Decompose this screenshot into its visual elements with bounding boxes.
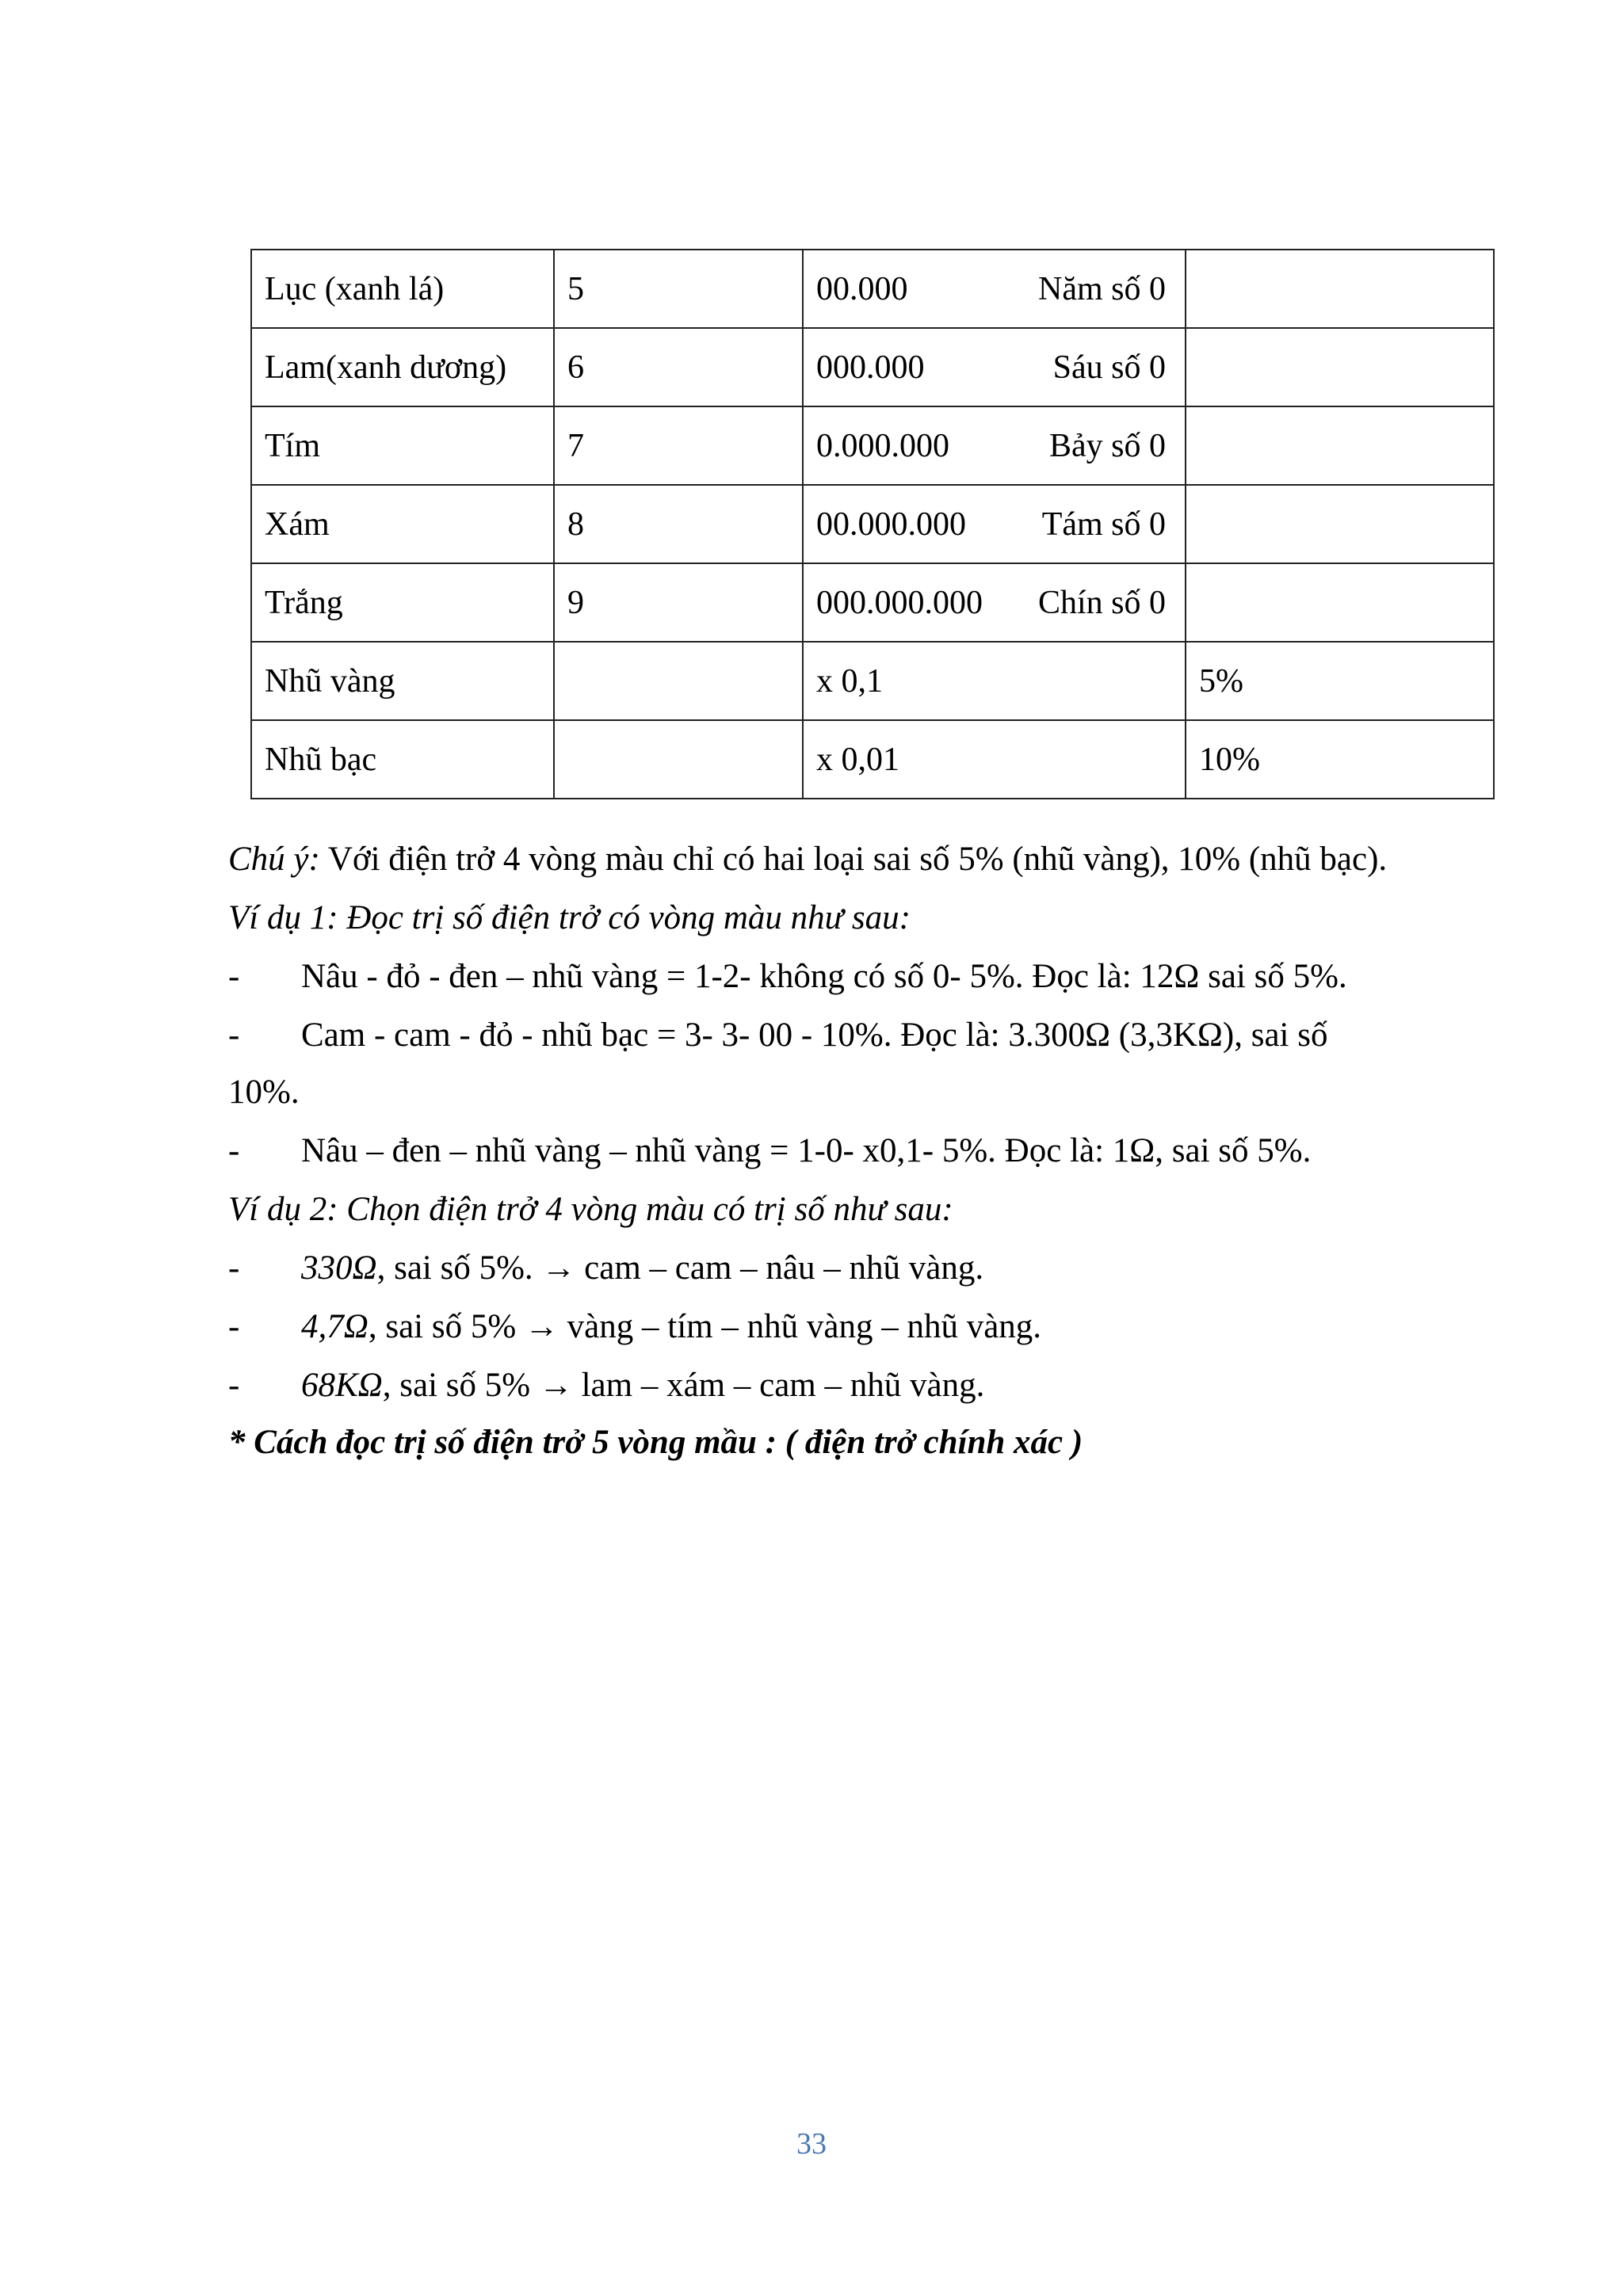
multiplier-value: 00.000 [816, 270, 908, 307]
digit-cell [554, 720, 803, 799]
color-name-cell: Trắng [251, 563, 554, 642]
multiplier-value: x 0,1 [816, 662, 883, 700]
bullet: - [228, 1016, 240, 1054]
bullet: - [228, 1308, 240, 1345]
color-name-cell: Lam(xanh dương) [251, 328, 554, 406]
example2-item: 4,7Ω, sai số 5% → vàng – tím – nhũ vàng – nhũ vàng. [301, 1308, 1042, 1345]
note-label: Chú ý: [228, 841, 320, 878]
digit-cell: 7 [554, 406, 803, 485]
section-heading: * Cách đọc trị số điện trở 5 vòng mầu : ( điện trở chính xác ) [228, 1424, 1083, 1461]
color-name-cell: Xám [251, 485, 554, 563]
resistor-color-table [250, 249, 1495, 799]
bullet: - [228, 1367, 240, 1404]
table-row [251, 328, 1494, 406]
note-text: Với điện trở 4 vòng màu chỉ có hai loại sai số 5% (nhũ vàng), 10% (nhũ bạc). [319, 841, 1388, 878]
bullet: - [228, 958, 240, 995]
note-paragraph [228, 840, 1387, 879]
tolerance-cell [1186, 563, 1494, 642]
table-row [251, 406, 1494, 485]
multiplier-value: x 0,01 [816, 741, 899, 778]
multiplier-note: Tám số 0 [1041, 505, 1166, 543]
tolerance-cell [1186, 406, 1494, 485]
table-row [251, 642, 1494, 720]
table-row [251, 485, 1494, 563]
digit-cell: 5 [554, 250, 803, 328]
multiplier-value: 00.000.000 [816, 505, 966, 543]
multiplier-cell [803, 720, 1186, 799]
multiplier-value: 0.000.000 [816, 427, 949, 464]
multiplier-cell [803, 406, 1186, 485]
color-name-cell: Nhũ bạc [251, 720, 554, 799]
example1-item: Nâu – đen – nhũ vàng – nhũ vàng = 1-0- x0,1- 5%. Đọc là: 1Ω, sai số 5%. [301, 1132, 1312, 1169]
table-row [251, 250, 1494, 328]
tolerance-cell: 5% [1186, 642, 1494, 720]
tolerance-cell: 10% [1186, 720, 1494, 799]
example1-heading: Ví dụ 1: Đọc trị số điện trở có vòng màu như sau: [228, 899, 911, 936]
multiplier-note: Chín số 0 [1037, 584, 1166, 621]
multiplier-note: Bảy số 0 [1049, 427, 1166, 464]
multiplier-value: 000.000 [816, 349, 925, 386]
bullet: - [228, 1132, 240, 1169]
color-name-cell: Tím [251, 406, 554, 485]
table-row [251, 563, 1494, 642]
tolerance-cell [1186, 485, 1494, 563]
digit-cell [554, 642, 803, 720]
digit-cell: 6 [554, 328, 803, 406]
example2-item: 330Ω, sai số 5%. → cam – cam – nâu – nhũ vàng. [301, 1249, 984, 1287]
tolerance-cell [1186, 328, 1494, 406]
color-name-cell: Lục (xanh lá) [251, 250, 554, 328]
table-row [251, 720, 1494, 799]
multiplier-cell [803, 642, 1186, 720]
page-number: 33 [796, 2127, 827, 2161]
digit-cell: 8 [554, 485, 803, 563]
digit-cell: 9 [554, 563, 803, 642]
example2-item: 68KΩ, sai số 5% → lam – xám – cam – nhũ vàng. [301, 1367, 985, 1404]
multiplier-note: Năm số 0 [1038, 270, 1166, 307]
multiplier-cell [803, 485, 1186, 563]
multiplier-cell [803, 563, 1186, 642]
multiplier-cell [803, 328, 1186, 406]
example2-heading: Ví dụ 2: Chọn điện trở 4 vòng màu có trị số như sau: [228, 1191, 953, 1228]
multiplier-note: Sáu số 0 [1052, 349, 1166, 386]
example1-item: Nâu - đỏ - đen – nhũ vàng = 1-2- không có số 0- 5%. Đọc là: 12Ω sai số 5%. [301, 958, 1347, 995]
multiplier-value: 000.000.000 [816, 584, 983, 621]
bullet: - [228, 1249, 240, 1287]
example1-item-continuation: 10%. [228, 1074, 300, 1111]
tolerance-cell [1186, 250, 1494, 328]
multiplier-cell [803, 250, 1186, 328]
color-name-cell: Nhũ vàng [251, 642, 554, 720]
example1-item: Cam - cam - đỏ - nhũ bạc = 3- 3- 00 - 10%. Đọc là: 3.300Ω (3,3KΩ), sai số [301, 1016, 1328, 1054]
